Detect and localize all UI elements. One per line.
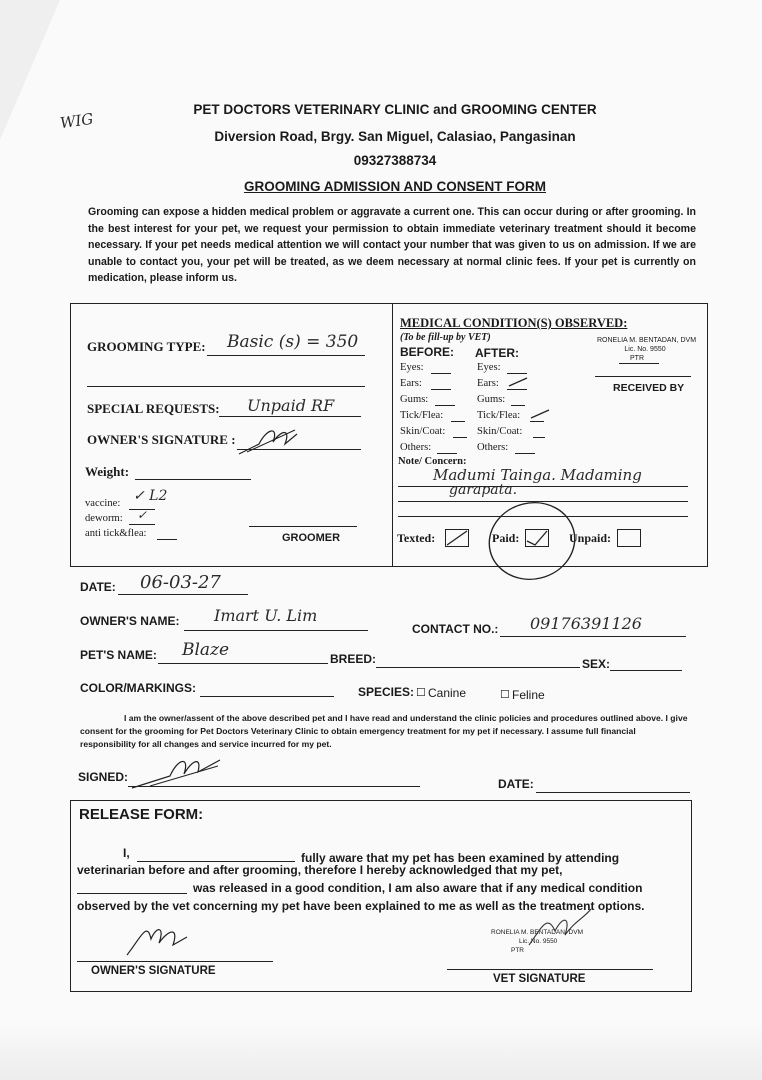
color-label: COLOR/MARKINGS: (80, 681, 196, 695)
special-requests-line (219, 416, 361, 417)
before-others: Others: (400, 442, 432, 453)
contact-line (500, 636, 686, 637)
grooming-box (70, 303, 393, 567)
blank (453, 437, 467, 438)
weight-label: Weight: (85, 464, 130, 479)
date-value[interactable]: 06-03-27 (140, 572, 221, 593)
consent-paragraph: I am the owner/assent of the above described pet and I have read and understand the clinic policies and procedures outlined above. I give consent for the grooming for Pet Doctors Veterinary Clinic to obtain emergency treatment for my pet if necessary. I assume full financial responsibility for all changes and service incurred for my pet. (80, 713, 688, 749)
species-label: SPECIES: (358, 685, 415, 699)
after-label: AFTER: (475, 346, 519, 360)
pet-name-line (158, 663, 328, 664)
deworm-label: deworm: (85, 513, 123, 524)
medical-title: MEDICAL CONDITION(S) OBSERVED: (400, 316, 628, 330)
canine-label: Canine (428, 686, 467, 700)
release-line4: observed by the vet concerning my pet have been explained to me as well as the treatment options. (77, 899, 645, 913)
contact-label: CONTACT NO.: (412, 622, 499, 636)
after-tickflea: Tick/Flea: (477, 410, 521, 421)
grooming-type-label: GROOMING TYPE: (87, 339, 206, 354)
after-gums: Gums: (477, 394, 506, 405)
vaccine-value[interactable]: ✓ L2 (133, 488, 168, 504)
date2-label: DATE: (498, 777, 534, 791)
release-i: I, (123, 846, 130, 860)
sex-line (610, 670, 682, 671)
blank (530, 421, 544, 422)
clinic-name: PET DOCTORS VETERINARY CLINIC and GROOMING CENTER (193, 102, 597, 117)
vet-sig-line (447, 969, 653, 970)
paid-label: Paid: (492, 531, 520, 545)
deworm-line (129, 524, 155, 525)
owner-signature-label: OWNER'S SIGNATURE : (87, 432, 236, 447)
owner-sig-line (77, 961, 273, 962)
sex-label: SEX: (582, 657, 611, 671)
vaccine-label: vaccine: (85, 498, 121, 509)
release-form-box (70, 800, 692, 992)
release-vet-signature-scribble (525, 905, 595, 951)
received-by-label: RECEIVED BY (613, 382, 685, 394)
release-stamp-lic: Lic. No. 9550 (519, 938, 558, 945)
before-gums: Gums: (400, 394, 429, 405)
paid-circle-mark (486, 500, 578, 582)
medical-subtitle: (To be fill-up by VET) (400, 332, 491, 343)
deworm-value[interactable]: ✓ (137, 508, 148, 522)
signed-label: SIGNED: (78, 770, 129, 784)
groomer-label: GROOMER (282, 532, 341, 544)
texted-check-mark (445, 529, 469, 547)
vet-stamp-lic: Lic. No. 9550 (624, 346, 666, 353)
release-owner-sig-label: OWNER'S SIGNATURE (91, 965, 216, 977)
note-handwriting-1[interactable]: Madumi Tainga. Madaming (433, 466, 642, 484)
release-vet-sig-label: VET SIGNATURE (493, 973, 586, 985)
feline-label: Feline (512, 688, 545, 702)
release-title: RELEASE FORM: (79, 806, 204, 823)
clinic-phone: 09327388734 (353, 153, 437, 168)
blank (515, 453, 535, 454)
after-eyes: Eyes: (477, 362, 501, 373)
release-owner-signature-scribble (123, 917, 193, 959)
margin-handwritten-note: WIG (58, 109, 95, 133)
note-line-1 (398, 486, 688, 487)
blank-line (87, 386, 365, 387)
blank (511, 405, 525, 406)
vet-stamp-name: RONELIA M. BENTADAN, DVM (597, 337, 697, 344)
antitick-label: anti tick&flea: (85, 528, 147, 539)
texted-label: Texted: (397, 531, 436, 545)
breed-line (376, 667, 580, 668)
page-bottom-edge (0, 1025, 762, 1080)
before-tickflea: Tick/Flea: (400, 410, 444, 421)
owner-signature-scribble (237, 422, 303, 458)
unpaid-label: Unpaid: (569, 531, 612, 545)
before-label: BEFORE: (400, 345, 454, 359)
note-handwriting-2[interactable]: garapata. (449, 482, 518, 498)
special-requests-label: SPECIAL REQUESTS: (87, 401, 220, 416)
owner-name-label: OWNER'S NAME: (80, 614, 180, 628)
antitick-line (157, 539, 177, 540)
date-line (118, 594, 248, 595)
blank (435, 405, 455, 406)
canine-checkbox[interactable]: ☐ (416, 687, 426, 699)
blank (431, 389, 451, 390)
after-ears: Ears: (477, 378, 499, 389)
special-requests-value[interactable]: Unpaid RF (247, 396, 335, 415)
unpaid-checkbox[interactable] (617, 529, 641, 547)
ptr-line (619, 363, 659, 364)
date-label: DATE: (80, 580, 116, 594)
pet-name-value[interactable]: Blaze (182, 640, 230, 660)
release-stamp-ptr: PTR (511, 947, 524, 954)
release-line3: was released in a good condition, I am also aware that if any medical condition (193, 881, 643, 895)
groomer-line (249, 526, 357, 527)
before-skincoat: Skin/Coat: (400, 426, 446, 437)
before-ears: Ears: (400, 378, 422, 389)
blank (451, 421, 465, 422)
folded-corner (0, 0, 60, 140)
blank (507, 373, 527, 374)
after-skincoat: Skin/Coat: (477, 426, 523, 437)
clinic-address: Diversion Road, Brgy. San Miguel, Calasiao, Pangasinan (214, 129, 576, 144)
tickflea-check-mark (529, 408, 551, 420)
signed-signature-scribble (130, 752, 230, 792)
intro-paragraph: Grooming can expose a hidden medical problem or aggravate a current one. This can occur during or after grooming. In the best interest for your pet, we request your permission to obtain immediate veterinary treatment should it become necessary. If your pet needs medical attention we will contact your number that was given to us on admission. If we are unable to contact you, your pet will be treated, as we deem necessary at normal clinic fees. If your pet is currently on medication, please inform us. (88, 206, 696, 285)
release-pet-line (77, 893, 187, 894)
weight-line (135, 479, 251, 480)
after-others: Others: (477, 442, 509, 453)
release-line2: veterinarian before and after grooming, therefore I hereby acknowledged that my pet, (77, 863, 563, 877)
blank (437, 453, 457, 454)
ears-check-mark (507, 376, 529, 388)
owner-name-value[interactable]: Imart U. Lim (214, 606, 318, 625)
blank (533, 437, 545, 438)
release-stamp-name: RONELIA M. BENTADAN, DVM (491, 929, 583, 936)
release-name-line (137, 861, 295, 862)
contact-value[interactable]: 09176391126 (530, 614, 642, 633)
feline-checkbox[interactable]: ☐ (500, 689, 510, 701)
form-title: GROOMING ADMISSION AND CONSENT FORM (244, 179, 546, 194)
breed-label: BREED: (330, 652, 377, 666)
vet-stamp-ptr: PTR (630, 355, 644, 362)
grooming-type-value[interactable]: Basic (s) = 350 (227, 332, 359, 352)
before-eyes: Eyes: (400, 362, 424, 373)
blank (431, 373, 451, 374)
received-line (595, 376, 691, 377)
blank (507, 389, 527, 390)
note-label: Note/ Concern: (398, 456, 467, 467)
grooming-type-line (207, 355, 365, 356)
date2-line (536, 792, 690, 793)
release-line1: fully aware that my pet has been examined by attending (301, 851, 620, 865)
pet-name-label: PET'S NAME: (80, 648, 157, 662)
color-line (200, 696, 334, 697)
owner-name-line (184, 630, 368, 631)
